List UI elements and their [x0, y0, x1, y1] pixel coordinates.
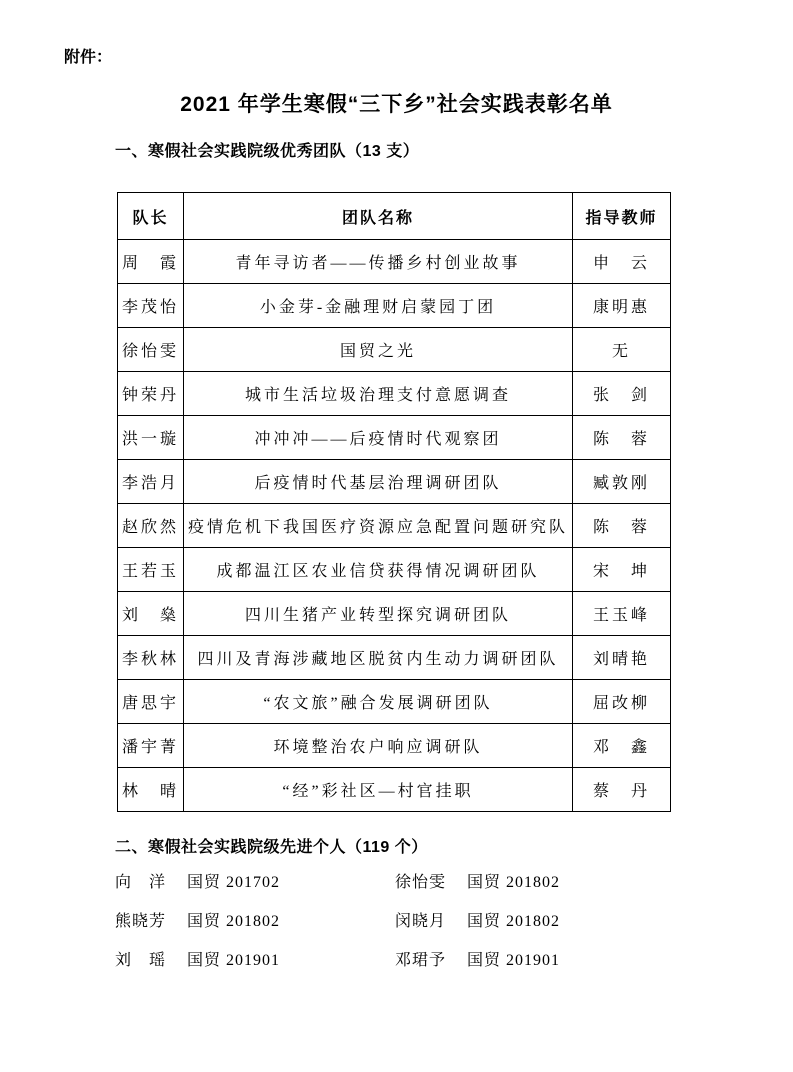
advisor-cell: 申 云 [573, 240, 671, 284]
team-leader-cell: 林 晴 [118, 768, 184, 812]
table-row [118, 284, 671, 328]
individual-class: 国贸 201901 [187, 952, 281, 969]
team-name-cell: 四川生猪产业转型探究调研团队 [184, 592, 573, 636]
team-leader-cell: 李秋林 [118, 636, 184, 680]
individuals-list [115, 870, 681, 973]
column-header-leader: 队长 [118, 193, 184, 240]
list-item [115, 909, 395, 934]
list-item [115, 948, 395, 973]
list-item [395, 909, 681, 934]
team-leader-cell: 钟荣丹 [118, 372, 184, 416]
team-name-cell: 城市生活垃圾治理支付意愿调查 [184, 372, 573, 416]
advisor-cell: 陈 蓉 [573, 416, 671, 460]
advisor-cell: 屈改柳 [573, 680, 671, 724]
advisor-cell: 刘晴艳 [573, 636, 671, 680]
advisor-cell: 宋 坤 [573, 548, 671, 592]
table-row [118, 768, 671, 812]
table-row [118, 680, 671, 724]
attachment-label: 附件： [64, 49, 113, 66]
table-row [118, 240, 671, 284]
advisor-cell: 臧敦刚 [573, 460, 671, 504]
team-name-cell: “经”彩社区—村官挂职 [184, 768, 573, 812]
individual-name: 闵晓月 [395, 913, 447, 930]
team-name-cell: 疫情危机下我国医疗资源应急配置问题研究队 [184, 504, 573, 548]
table-row [118, 592, 671, 636]
advisor-cell: 陈 蓉 [573, 504, 671, 548]
individual-name: 熊晓芳 [115, 913, 167, 930]
individual-name: 邓珺予 [395, 952, 447, 969]
table-row [118, 460, 671, 504]
table-row [118, 372, 671, 416]
team-leader-cell: 唐思宇 [118, 680, 184, 724]
table-row [118, 504, 671, 548]
individual-name: 刘 瑶 [115, 952, 167, 969]
list-item [395, 948, 681, 973]
document-title: 2021 年学生寒假“三下乡”社会实践表彰名单 [180, 93, 613, 116]
team-leader-cell: 王若玉 [118, 548, 184, 592]
team-leader-cell: 李茂怡 [118, 284, 184, 328]
table-row [118, 636, 671, 680]
table-row [118, 724, 671, 768]
team-leader-cell: 洪一璇 [118, 416, 184, 460]
team-name-cell: 小金芽-金融理财启蒙园丁团 [184, 284, 573, 328]
list-item [395, 870, 681, 895]
advisor-cell: 康明惠 [573, 284, 671, 328]
column-header-advisor: 指导教师 [573, 193, 671, 240]
table-row [118, 328, 671, 372]
individual-class: 国贸 201802 [187, 913, 281, 930]
team-name-cell: 青年寻访者——传播乡村创业故事 [184, 240, 573, 284]
advisor-cell: 王玉峰 [573, 592, 671, 636]
table-row [118, 416, 671, 460]
table-row [118, 548, 671, 592]
advisor-cell: 邓 鑫 [573, 724, 671, 768]
list-item [115, 870, 395, 895]
teams-table [117, 192, 671, 812]
team-leader-cell: 周 霞 [118, 240, 184, 284]
individual-name: 徐怡雯 [395, 874, 447, 891]
individual-name: 向 洋 [115, 874, 167, 891]
section-1-heading: 一、寒假社会实践院级优秀团队（13 支） [115, 143, 420, 160]
individual-class: 国贸 201901 [467, 952, 561, 969]
individual-class: 国贸 201802 [467, 874, 561, 891]
team-name-cell: 四川及青海涉藏地区脱贫内生动力调研团队 [184, 636, 573, 680]
section-2-heading: 二、寒假社会实践院级先进个人（119 个） [115, 839, 428, 856]
individual-class: 国贸 201802 [467, 913, 561, 930]
advisor-cell: 张 剑 [573, 372, 671, 416]
team-name-cell: 环境整治农户响应调研队 [184, 724, 573, 768]
team-name-cell: “农文旅”融合发展调研团队 [184, 680, 573, 724]
team-name-cell: 成都温江区农业信贷获得情况调研团队 [184, 548, 573, 592]
advisor-cell: 蔡 丹 [573, 768, 671, 812]
team-leader-cell: 赵欣然 [118, 504, 184, 548]
column-header-team-name: 团队名称 [184, 193, 573, 240]
advisor-cell: 无 [573, 328, 671, 372]
team-name-cell: 国贸之光 [184, 328, 573, 372]
table-header-row [118, 193, 671, 240]
team-name-cell: 冲冲冲——后疫情时代观察团 [184, 416, 573, 460]
team-leader-cell: 徐怡雯 [118, 328, 184, 372]
team-leader-cell: 潘宇菁 [118, 724, 184, 768]
team-name-cell: 后疫情时代基层治理调研团队 [184, 460, 573, 504]
individual-class: 国贸 201702 [187, 874, 281, 891]
team-leader-cell: 李浩月 [118, 460, 184, 504]
team-leader-cell: 刘 燊 [118, 592, 184, 636]
